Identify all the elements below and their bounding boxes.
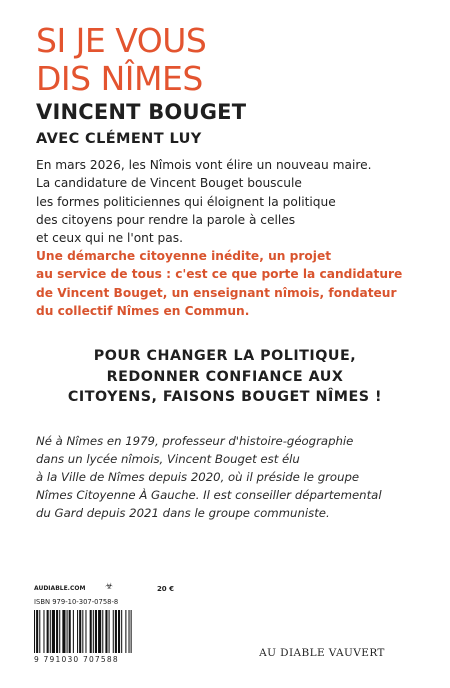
publisher-website: AUDIABLE.COM <box>34 585 86 592</box>
barcode-stripe <box>131 610 132 653</box>
barcode-stripe <box>118 610 120 653</box>
barcode-stripe <box>115 610 117 653</box>
slogan <box>0 346 450 408</box>
isbn: ISBN 979-10-307-0758-8 <box>34 598 119 606</box>
barcode-stripe <box>95 610 97 653</box>
barcode-header <box>34 582 174 594</box>
publisher-name: AU DIABLE VAUVERT <box>259 647 385 659</box>
barcode-stripe <box>69 610 71 653</box>
barcode-stripe <box>43 610 44 653</box>
barcode-stripe <box>36 610 38 653</box>
bio-line: Nîmes Citoyenne À Gauche. Il est conseiller départemental <box>36 488 382 503</box>
highlight-line: au service de tous : c'est ce que porte la candidature <box>36 267 403 282</box>
barcode-block <box>34 582 174 672</box>
barcode-stripe <box>125 610 126 653</box>
bio-line: du Gard depuis 2021 dans le groupe communiste. <box>36 506 330 521</box>
barcode-stripe <box>79 610 81 653</box>
intro-line: les formes politiciennes qui éloignent la politique <box>36 194 336 209</box>
price: 20 € <box>156 585 174 593</box>
author-bio <box>36 432 436 522</box>
barcode-stripe <box>85 610 86 653</box>
barcode-stripe <box>47 610 49 653</box>
barcode-stripe <box>113 610 114 653</box>
barcode-stripe <box>121 610 122 653</box>
barcode-icon <box>34 610 174 653</box>
slogan-line: POUR CHANGER LA POLITIQUE, <box>93 348 357 364</box>
intro-line: En mars 2026, les Nîmois vont élire un nouveau maire. <box>36 158 372 172</box>
barcode-stripe <box>73 610 74 653</box>
barcode-stripe <box>52 610 55 653</box>
book-title <box>36 22 206 98</box>
barcode-stripe <box>109 610 110 653</box>
barcode-stripe <box>56 610 58 653</box>
highlight-line: Une démarche citoyenne inédite, un projet <box>36 249 332 263</box>
barcode-stripe <box>39 610 40 653</box>
barcode-stripe <box>105 610 107 653</box>
highlight-paragraph <box>36 247 436 320</box>
barcode-stripe <box>102 610 103 653</box>
barcode-stripe <box>129 610 130 653</box>
barcode-stripe <box>77 610 78 653</box>
barcode-stripe <box>62 610 65 653</box>
title-line-2: DIS NÎMES <box>36 59 203 98</box>
title-line-1: SI JE VOUS <box>36 21 207 60</box>
barcode-stripe <box>90 610 92 653</box>
highlight-line: de Vincent Bouget, un enseignant nîmois, fondateur <box>36 285 397 300</box>
barcode-stripe <box>98 610 101 653</box>
barcode-stripe <box>67 610 68 653</box>
bio-line: à la Ville de Nîmes depuis 2020, où il préside le groupe <box>36 470 360 485</box>
slogan-line: CITOYENS, FAISONS BOUGET NÎMES ! <box>67 389 383 405</box>
barcode-stripe <box>82 610 83 653</box>
barcode-stripe <box>34 610 35 653</box>
intro-paragraph <box>36 156 436 247</box>
barcode-stripe <box>59 610 60 653</box>
barcode-stripe <box>50 610 51 653</box>
barcode-digits: 9 791030 707588 <box>34 655 119 664</box>
barcode-stripe <box>93 610 94 653</box>
intro-line: des citoyens pour rendre la parole à celles <box>36 212 296 227</box>
highlight-line: du collectif Nîmes en Commun. <box>36 303 250 318</box>
slogan-line: REDONNER CONFIANCE AUX <box>106 368 344 385</box>
bio-line: dans un lycée nîmois, Vincent Bouget est élu <box>36 452 300 467</box>
devil-logo-icon: ☣ <box>105 582 114 592</box>
author-name: VINCENT BOUGET <box>36 100 247 124</box>
intro-line: La candidature de Vincent Bouget bouscule <box>36 176 302 191</box>
bio-line: Né à Nîmes en 1979, professeur d'histoire-géographie <box>36 434 354 448</box>
intro-line: et ceux qui ne l'ont pas. <box>36 231 183 246</box>
coauthor-name: AVEC CLÉMENT LUY <box>36 131 202 147</box>
